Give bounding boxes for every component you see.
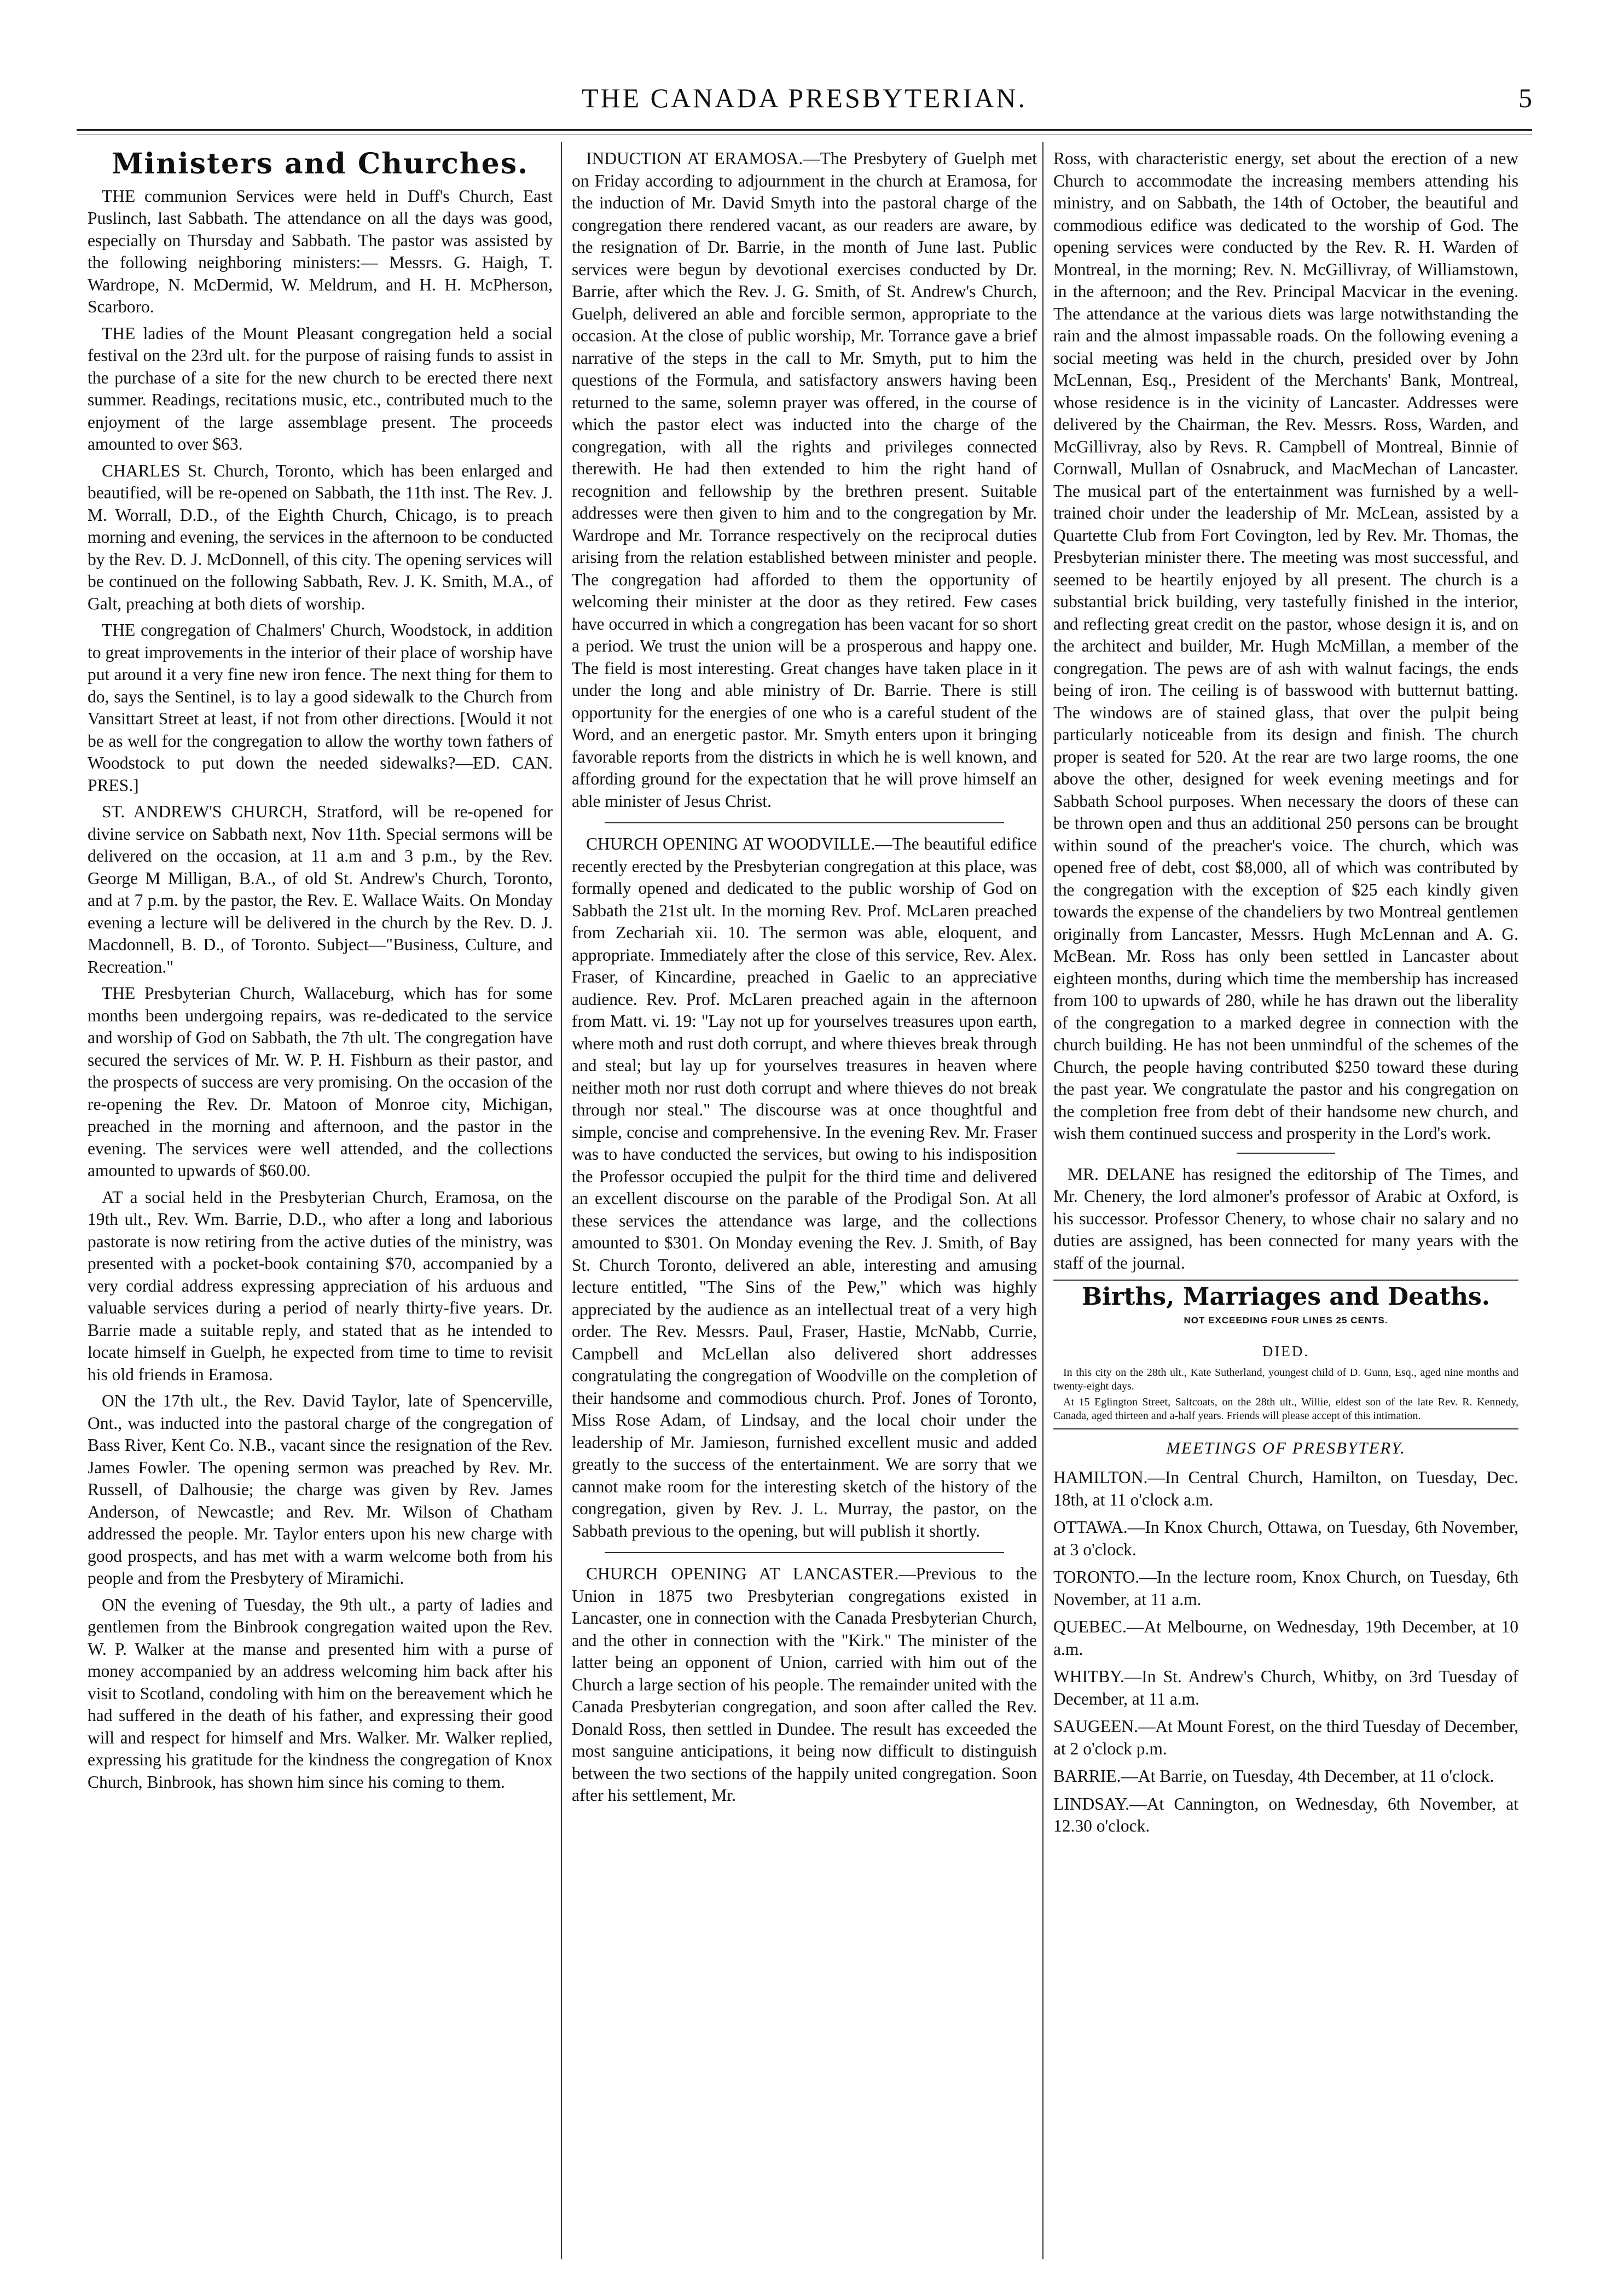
section-separator [1053, 1428, 1518, 1429]
meeting-item: HAMILTON.—In Central Church, Hamilton, on Tuesday, Dec. 18th, at 11 o'clock a.m. [1053, 1468, 1518, 1509]
article-paragraph: ON the 17th ult., the Rev. David Taylor, late of Spencerville, Ont., was inducted into the pastoral charge of the congregation of Bass River, Kent Co. N.B., vacant since the resignation of the Rev. James Fowler. The opening sermon was preached by Rev. Mr. Russell, of Dalhousie; the charge was given by Rev. James Anderson, of Newcastle; and Rev. Mr. Wilson of Chatham addressed the people. Mr. Taylor enters upon his new charge with good prospects, and has met with a warm welcome both from his people and from the Presbytery of Miramichi. [88, 1391, 553, 1588]
page-number: 5 [1518, 83, 1532, 113]
death-notice: At 15 Eglington Street, Saltcoats, on the 28th ult., Willie, eldest son of the late Rev. R. Kennedy, Canada, aged thirteen and a-half years. Friends will please accept of this intimation. [1053, 1396, 1518, 1422]
article-paragraph: ST. ANDREW'S CHURCH, Stratford, will be re-opened for divine service on Sabbath next, Nov 11th. Special sermons will be delivered on the occasion, at 11 a.m and 3 p.m., by the Rev. George M Milligan, B.A., of old St. Andrew's Church, Toronto, and at 7 p.m. by the pastor, the Rev. E. Wallace Waits. On Monday evening a lecture will be delivered in the church by the Rev. D. J. Macdonnell, B. D., of Toronto. Subject—"Business, Culture, and Recreation." [88, 802, 553, 976]
article-paragraph: CHARLES St. Church, Toronto, which has been enlarged and beautified, will be re-opened on Sabbath, the 11th inst. The Rev. J. M. Worrall, D.D., of the Eighth Church, Chicago, is to preach morning and evening, the services in the afternoon to be conducted by the Rev. D. J. McDonnell, of this city. The opening services will be continued on the following Sabbath, Rev. J. K. Smith, M.A., of Galt, preaching at both diets of worship. [88, 461, 553, 613]
lancaster-opening-article: CHURCH OPENING AT LANCASTER.—Previous to the Union in 1875 two Presbyterian congregations existed in Lancaster, one in connection with the Canada Presbyterian Church, and the other in connection with the "Kirk." The minister of the latter being an opponent of Union, carried with him out of the Church a large section of his people. The remainder united with the Canada Presbyterian congregation, and soon after called the Rev. Donald Ross, then settled in Dundee. The result has exceeded the most sanguine anticipations, it being now difficult to distinguish between the two sections of the happily united congregation. Soon after his settlement, Mr. [572, 1564, 1037, 1805]
meeting-item: WHITBY.—In St. Andrew's Church, Whitby, on 3rd Tuesday of December, at 11 a.m. [1053, 1667, 1518, 1708]
meeting-item: LINDSAY.—At Cannington, on Wednesday, 6th November, at 12.30 o'clock. [1053, 1794, 1518, 1835]
column-divider-1 [561, 142, 562, 2259]
delane-article: MR. DELANE has resigned the editorship of The Times, and Mr. Chenery, the lord almoner's professor of Arabic at Oxford, is his successor. Professor Chenery, to whose chair no salary and no duties are assigned, has been connected for many years with the staff of the journal. [1053, 1164, 1518, 1272]
article-separator [605, 1552, 1004, 1553]
article-paragraph: ON the evening of Tuesday, the 9th ult., a party of ladies and gentlemen from the Binbrook congregation waited upon the Rev. W. P. Walker at the manse and presented him with a purse of money accompanied by an address welcoming him back after his visit to Scotland, condoling with him on the bereavement which he had suffered in the death of his father, and expressing their good will and respect for himself and Mrs. Walker. Mr. Walker replied, expressing his gratitude for the kindness the congregation of Knox Church, Binbrook, has shown him since his coming to them. [88, 1595, 553, 1792]
column-2 [572, 148, 1037, 2254]
ministers-section-title: Ministers and Churches. [111, 148, 529, 181]
eramosa-induction-article: INDUCTION AT ERAMOSA.—The Presbytery of Guelph met on Friday according to adjournment in the church at Eramosa, for the induction of Mr. David Smyth into the pastoral charge of the congregation there rendered vacant, as our readers are aware, by the resignation of Dr. Barrie, in the month of June last. Public services were begun by devotional exercises conducted by Dr. Barrie, after which the Rev. J. G. Smith, of St. Andrew's Church, Guelph, delivered an able and forcible sermon, appropriate to the occasion. At the close of public worship, Mr. Torrance gave a brief narrative of the steps in the call to Mr. Smyth, put to him the questions of the Formula, and satisfactory answers having been returned to the same, solemn prayer was offered, in the course of which the pastor elect was inducted into the charge of the congregation, with all the rights and privileges connected therewith. He had then extended to him the right hand of recognition and fellowship by the brethren present. Suitable addresses were then given to him and to the congregation by Mr. Wardrope and Mr. Torrance respectively on the reciprocal duties arising from the relation established between minister and people. The congregation had afforded to them the opportunity of welcoming their minister at the door as they retired. Few cases have occurred in which a congregation has been vacant for so short a period. We trust the union will be a prosperous and happy one. The field is most interesting. Great changes have taken place in it under the long and able ministry of Dr. Barrie. There is still opportunity for the energies of one who is a careful student of the Word, and an energetic pastor. Mr. Smyth enters upon it bringing favorable reports from the districts in which he is well known, and affording ground for the expectation that he will prove himself an able minister of Jesus Christ. [572, 149, 1037, 811]
column-divider-2 [1042, 142, 1043, 2259]
death-notices [1053, 1366, 1518, 1423]
lancaster-opening-continued: Ross, with characteristic energy, set about the erection of a new Church to accommodate the increasing members attending his ministry, and on Sabbath, the 14th of October, the beautiful and commodious edifice was dedicated to the worship of God. The opening services were conducted by the Rev. R. H. Warden of Montreal, in the morning; Rev. N. McGillivray, of Williamstown, in the afternoon; and the Rev. Principal Macvicar in the evening. The attendance at the various diets was large notwithstanding the rain and the almost impassable roads. On the following evening a social meeting was held in the church, presided over by John McLennan, Esq., President of the Merchants' Bank, Montreal, whose residence is in the vicinity of Lancaster. Addresses were delivered by the Chairman, the Rev. Messrs. Ross, Warden, and McGillivray, also by Revs. R. Campbell of Montreal, Binnie of Cornwall, Mullan of Osnabruck, and MacMechan of Lancaster. The musical part of the entertainment was furnished by a well-trained choir under the leadership of Mr. McLean, assisted by a Quartette Club from Fort Covington, led by Rev. Mr. Thomas, the Presbyterian minister there. The meeting was most successful, and seemed to be heartily enjoyed by all present. The church is a substantial brick building, very tastefully finished in the interior, and reflecting great credit on the pastor, whose design it is, and on the architect and builder, Mr. Hugh McMillan, a member of the congregation. The pews are of ash with walnut facings, the ends being of iron. The ceiling is of basswood with butternut batting. The windows are of stained glass, that over the pulpit being particularly noticeable from its design and finish. The church proper is seated for 520. At the rear are two large rooms, the one above the other, designed for week evening meetings and for Sabbath School purposes. When necessary the doors of these can be thrown open and thus an additional 250 persons can be brought within sound of the preacher's voice. The church, which was opened free of debt, cost $8,000, all of which was contributed by the congregation with the exception of $25 each kindly given towards the expense of the chandeliers by two Montreal gentlemen originally from Lancaster, Messrs. Hugh McLennan and A. G. McBean. Mr. Ross has only been settled in Lancaster about eighteen months, during which time the membership has increased from 100 to upwards of 280, while he has drawn out the liberality of the congregation to a marked degree in connection with the church building. He has not been unmindful of the schemes of the Church, the people having contributed $250 toward these during the past year. We congratulate the pastor and his congregation on the completion free from debt of their handsome new church, and wish them continued success and prosperity in the Lord's work. [1053, 149, 1518, 1143]
meeting-item: TORONTO.—In the lecture room, Knox Church, on Tuesday, 6th November, at 11 a.m. [1053, 1567, 1518, 1609]
meetings-list [1053, 1467, 1518, 1838]
article-paragraph: THE ladies of the Mount Pleasant congregation held a social festival on the 23rd ult. for the purpose of raising funds to assist in the purchase of a site for the new church to be erected there next summer. Readings, recitations music, etc., contributed much to the enjoyment of the large assemblage present. The proceeds amounted to over $63. [88, 323, 553, 454]
article-separator [605, 822, 1004, 823]
meeting-item: SAUGEEN.—At Mount Forest, on the third Tuesday of December, at 2 o'clock p.m. [1053, 1717, 1518, 1758]
article-paragraph: AT a social held in the Presbyterian Church, Eramosa, on the 19th ult., Rev. Wm. Barrie, D.D., who after a long and laborious pastorate is now retiring from the active duties of the ministry, was presented with a pocket-book containing $70, accompanied by a very cordial address expressing appreciation of his arduous and valuable services during a period of nearly thirty-five years. Dr. Barrie made a suitable reply, and stated that as he intended to locate himself in Guelph, he expected from time to time to revisit his old friends in Eramosa. [88, 1187, 553, 1384]
article-paragraph: THE Presbyterian Church, Wallaceburg, which has for some months been undergoing repairs, was re-dedicated to the service and worship of God on Sabbath, the 7th ult. The congregation have secured the services of Mr. W. P. H. Fishburn as their pastor, and the prospects of success are very promising. On the occasion of the re-opening the Rev. Dr. Matoon of Monroe city, Michigan, preached in the morning and afternoon, and the pastor in the evening. The services were well attended, and the collections amounted to upwards of $60.00. [88, 984, 553, 1180]
article-paragraph: THE communion Services were held in Duff's Church, East Puslinch, last Sabbath. The attendance on all the days was good, especially on Thursday and Sabbath. The pastor was assisted by the following neighboring ministers:— Messrs. G. Haigh, T. Wardrope, N. McDermid, W. Meldrum, and H. H. McPherson, Scarboro. [88, 186, 553, 316]
newspaper-title: THE CANADA PRESBYTERIAN. [581, 83, 1028, 113]
page-header [77, 82, 1532, 131]
article-separator [1237, 1153, 1335, 1154]
woodville-opening-article: CHURCH OPENING AT WOODVILLE.—The beautiful edifice recently erected by the Presbyterian congregation at this place, was formally opened and dedicated to the public worship of God on Sabbath the 21st ult. In the morning Rev. Prof. McLaren preached from Zechariah xii. 10. The sermon was able, eloquent, and appropriate. Immediately after the close of this service, Rev. Alex. Fraser, of Kincardine, preached in Gaelic to an appreciative audience. Rev. Prof. McLaren preached again in the afternoon from Matt. vi. 19: "Lay not up for yourselves treasures upon earth, where moth and rust doth corrupt, and where thieves break through and steal; but lay up for yourselves treasures in heaven where neither moth nor rust doth corrupt and where thieves do not break through nor steal." The discourse was at once thoughtful and simple, concise and comprehensive. In the evening Rev. Mr. Fraser was to have conducted the services, but owing to his indisposition the Professor occupied the pulpit for the third time and delivered an excellent discourse on the parable of the Prodigal Son. At all these services the attendance was large, and the collections amounted to $301. On Monday evening the Rev. J. Smith, of Bay St. Church Toronto, delivered an able, interesting and amusing lecture entitled, "The Sins of the Pew," which was highly appreciated by the audience as an intellectual treat of a very high order. The Rev. Messrs. Paul, Fraser, Hastie, McNabb, Currie, Campbell and McLellan also delivered short addresses congratulating the congregation of Woodville on the completion of their handsome and commodious church. Prof. Jones of Toronto, Miss Rose Adam, of Lindsay, and the local choir under the leadership of Mr. Jamieson, furnished excellent music and added greatly to the success of the entertainment. We are sorry that we cannot make room for the interesting sketch of the history of the congregation, given by Rev. J. L. Murray, the pastor, on the Sabbath previous to the opening, but will publish it shortly. [572, 834, 1037, 1541]
article-paragraph: THE congregation of Chalmers' Church, Woodstock, in addition to great improvements in the interior of their place of worship have put around it a very fine new iron fence. The next thing for them to do, says the Sentinel, is to lay a good sidewalk to the Church from Vansittart Street at least, if not from other directions. [Would it not be as well for the congregation to allow the worthy town fathers of Woodstock to put down the needed sidewalks?—ED. CAN. PRES.] [88, 620, 553, 795]
meeting-item: QUEBEC.—At Melbourne, on Wednesday, 19th December, at 10 a.m. [1053, 1617, 1518, 1659]
meeting-item: OTTAWA.—In Knox Church, Ottawa, on Tuesday, 6th November, at 3 o'clock. [1053, 1518, 1518, 1559]
death-notice: In this city on the 28th ult., Kate Sutherland, youngest child of D. Gunn, Esq., aged nine months and twenty-eight days. [1053, 1366, 1518, 1392]
header-rule [77, 129, 1532, 131]
column-3 [1053, 148, 1518, 2254]
meeting-item: BARRIE.—At Barrie, on Tuesday, 4th December, at 11 o'clock. [1053, 1766, 1494, 1786]
column-1 [88, 148, 553, 2254]
section-separator [1053, 1280, 1518, 1281]
births-section-title: Births, Marriages and Deaths. [1081, 1283, 1491, 1311]
died-heading: DIED. [1262, 1343, 1310, 1359]
births-rate-note: NOT EXCEEDING FOUR LINES 25 CENTS. [1184, 1315, 1388, 1326]
meetings-section-title: MEETINGS OF PRESBYTERY. [1166, 1438, 1406, 1457]
